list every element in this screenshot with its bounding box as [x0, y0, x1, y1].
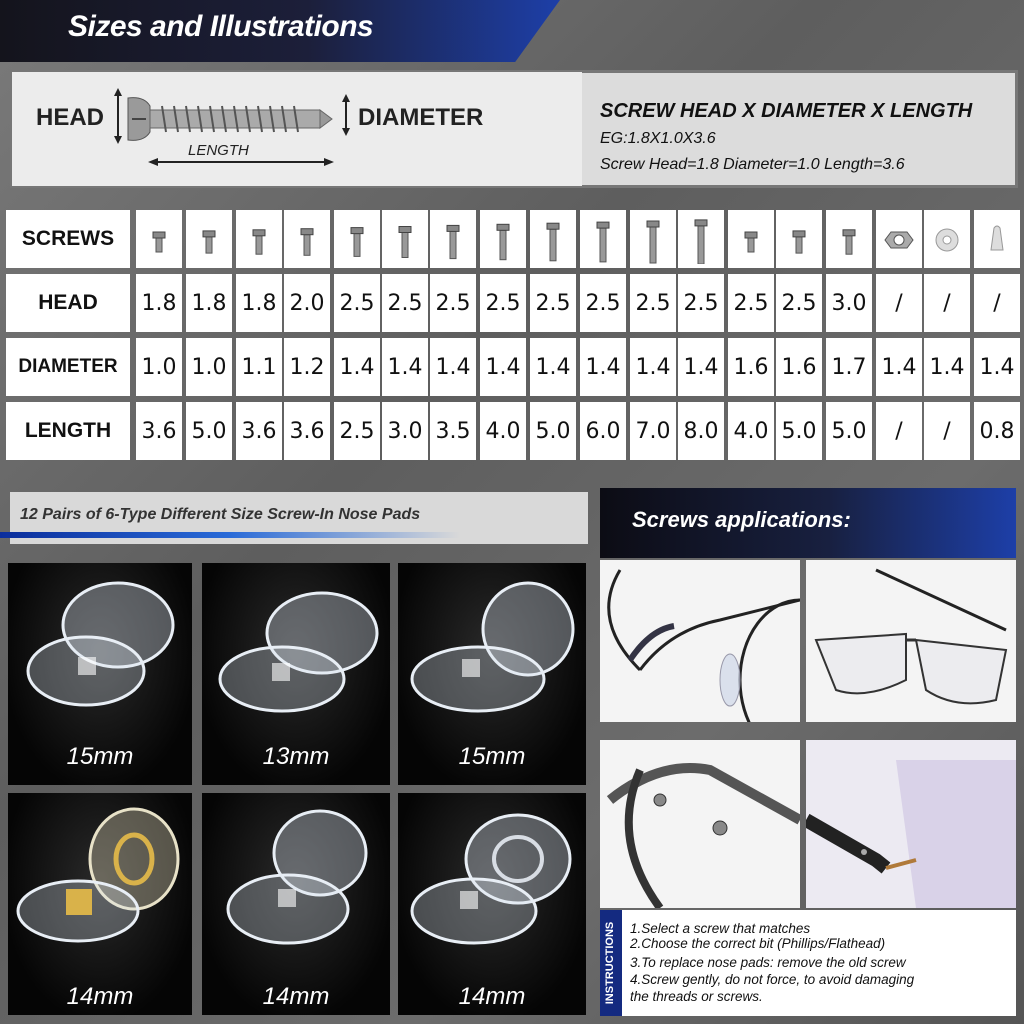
row-label-diameter: DIAMETER	[6, 338, 130, 396]
length-value-cell: 5.0	[186, 402, 232, 460]
length-value-cell: 4.0	[728, 402, 774, 460]
screw-icon	[136, 210, 182, 268]
length-value-cell: 3.6	[236, 402, 282, 460]
head-value-cell: /	[924, 274, 970, 332]
diameter-value-cell: 1.4	[580, 338, 626, 396]
nose-pad-image	[8, 793, 192, 963]
diameter-value-cell: 1.4	[480, 338, 526, 396]
nut-icon	[876, 210, 922, 268]
formula-title: SCREW HEAD X DIAMETER X LENGTH	[600, 100, 973, 122]
row-label-screws: SCREWS	[6, 210, 130, 268]
diameter-value-cell: 1.6	[776, 338, 822, 396]
nose-pad-image	[398, 793, 586, 963]
head-value-cell: /	[974, 274, 1020, 332]
diameter-value-cell: 1.7	[826, 338, 872, 396]
glasses-closeup-image	[600, 560, 800, 722]
nose-pads-title: 12 Pairs of 6-Type Different Size Screw-In Nose Pads	[20, 506, 421, 523]
length-value-cell: 5.0	[776, 402, 822, 460]
applications-title: Screws applications:	[632, 507, 851, 532]
head-value-cell: 2.5	[678, 274, 724, 332]
sleeve-icon	[974, 210, 1020, 268]
nose-pads-accent-line	[0, 532, 460, 538]
rimless-glasses-image	[806, 740, 1016, 908]
diameter-value-cell: 1.4	[630, 338, 676, 396]
screw-icon	[530, 210, 576, 268]
nose-pad-image	[8, 563, 192, 733]
nose-pad-photo	[8, 563, 192, 785]
length-value-cell: 2.5	[334, 402, 380, 460]
formula-detail: Screw Head=1.8 Diameter=1.0 Length=3.6	[600, 156, 905, 173]
head-value-cell: 2.5	[580, 274, 626, 332]
head-label: HEAD	[36, 104, 105, 131]
diameter-value-cell: 1.4	[924, 338, 970, 396]
head-value-cell: 2.5	[530, 274, 576, 332]
head-value-cell: 2.5	[382, 274, 428, 332]
head-value-cell: 1.8	[236, 274, 282, 332]
diameter-value-cell: 1.4	[678, 338, 724, 396]
length-value-cell: 4.0	[480, 402, 526, 460]
nose-pad-photo	[8, 793, 192, 1015]
screw-icon	[580, 210, 626, 268]
pad-size-label: 14mm	[262, 983, 330, 1010]
half-rim-glasses-image	[806, 560, 1016, 722]
frame-hinge-photo	[600, 740, 800, 908]
length-value-cell: 3.0	[382, 402, 428, 460]
pad-size-label: 14mm	[66, 983, 134, 1010]
screw-illustration	[110, 86, 360, 176]
screw-icon	[678, 210, 724, 268]
screw-icon	[728, 210, 774, 268]
diameter-value-cell: 1.2	[284, 338, 330, 396]
head-value-cell: 2.0	[284, 274, 330, 332]
page-title: Sizes and Illustrations	[68, 10, 374, 43]
length-label: LENGTH	[188, 142, 249, 159]
head-value-cell: 1.8	[186, 274, 232, 332]
nose-pad-image	[202, 563, 390, 733]
nose-pad-photo	[202, 793, 390, 1015]
screw-icon	[480, 210, 526, 268]
screw-icon	[382, 210, 428, 268]
diameter-value-cell: 1.4	[430, 338, 476, 396]
diameter-value-cell: 1.6	[728, 338, 774, 396]
head-value-cell: 2.5	[480, 274, 526, 332]
diameter-value-cell: 1.4	[530, 338, 576, 396]
length-value-cell: /	[876, 402, 922, 460]
screw-icon	[630, 210, 676, 268]
head-value-cell: /	[876, 274, 922, 332]
screw-icon	[236, 210, 282, 268]
length-value-cell: 8.0	[678, 402, 724, 460]
length-value-cell: 3.6	[284, 402, 330, 460]
screw-icon	[776, 210, 822, 268]
length-value-cell: 3.6	[136, 402, 182, 460]
head-value-cell: 2.5	[630, 274, 676, 332]
nose-pad-image	[202, 793, 390, 963]
instruction-step: 3.To replace nose pads: remove the old screw	[630, 955, 906, 970]
diameter-value-cell: 1.1	[236, 338, 282, 396]
length-value-cell: 5.0	[826, 402, 872, 460]
glasses-nose-pad-photo	[600, 560, 800, 722]
length-value-cell: 0.8	[974, 402, 1020, 460]
pad-size-label: 13mm	[262, 743, 330, 770]
half-rim-glasses-photo	[806, 560, 1016, 722]
instructions-label: INSTRUCTIONS	[604, 921, 616, 1005]
instruction-step: 4.Screw gently, do not force, to avoid damaging	[630, 972, 915, 987]
diameter-label: DIAMETER	[358, 104, 484, 131]
frame-hinge-image	[600, 740, 800, 908]
pad-size-label: 15mm	[458, 743, 526, 770]
nose-pad-photo	[398, 563, 586, 785]
diameter-value-cell: 1.4	[974, 338, 1020, 396]
washer-icon	[924, 210, 970, 268]
length-value-cell: 7.0	[630, 402, 676, 460]
length-value-cell: /	[924, 402, 970, 460]
head-value-cell: 3.0	[826, 274, 872, 332]
diameter-value-cell: 1.0	[136, 338, 182, 396]
head-value-cell: 1.8	[136, 274, 182, 332]
diameter-value-cell: 1.0	[186, 338, 232, 396]
diameter-value-cell: 1.4	[382, 338, 428, 396]
screw-icon	[826, 210, 872, 268]
nose-pad-photo	[398, 793, 586, 1015]
head-value-cell: 2.5	[776, 274, 822, 332]
instruction-step: 2.Choose the correct bit (Phillips/Flathead)	[630, 936, 886, 951]
length-value-cell: 5.0	[530, 402, 576, 460]
head-value-cell: 2.5	[334, 274, 380, 332]
pad-size-label: 14mm	[458, 983, 526, 1010]
diameter-value-cell: 1.4	[876, 338, 922, 396]
length-value-cell: 3.5	[430, 402, 476, 460]
row-label-length: LENGTH	[6, 402, 130, 460]
head-value-cell: 2.5	[728, 274, 774, 332]
screw-icon	[186, 210, 232, 268]
formula-example: EG:1.8X1.0X3.6	[600, 130, 716, 147]
screw-icon	[284, 210, 330, 268]
instruction-step: 1.Select a screw that matches	[630, 921, 811, 936]
rimless-glasses-photo	[806, 740, 1016, 908]
nose-pad-photo	[202, 563, 390, 785]
screw-icon	[334, 210, 380, 268]
pad-size-label: 15mm	[66, 743, 134, 770]
nose-pad-image	[398, 563, 586, 733]
row-label-head: HEAD	[6, 274, 130, 332]
instruction-step: the threads or screws.	[630, 989, 763, 1004]
screw-icon	[430, 210, 476, 268]
diameter-value-cell: 1.4	[334, 338, 380, 396]
head-value-cell: 2.5	[430, 274, 476, 332]
length-value-cell: 6.0	[580, 402, 626, 460]
